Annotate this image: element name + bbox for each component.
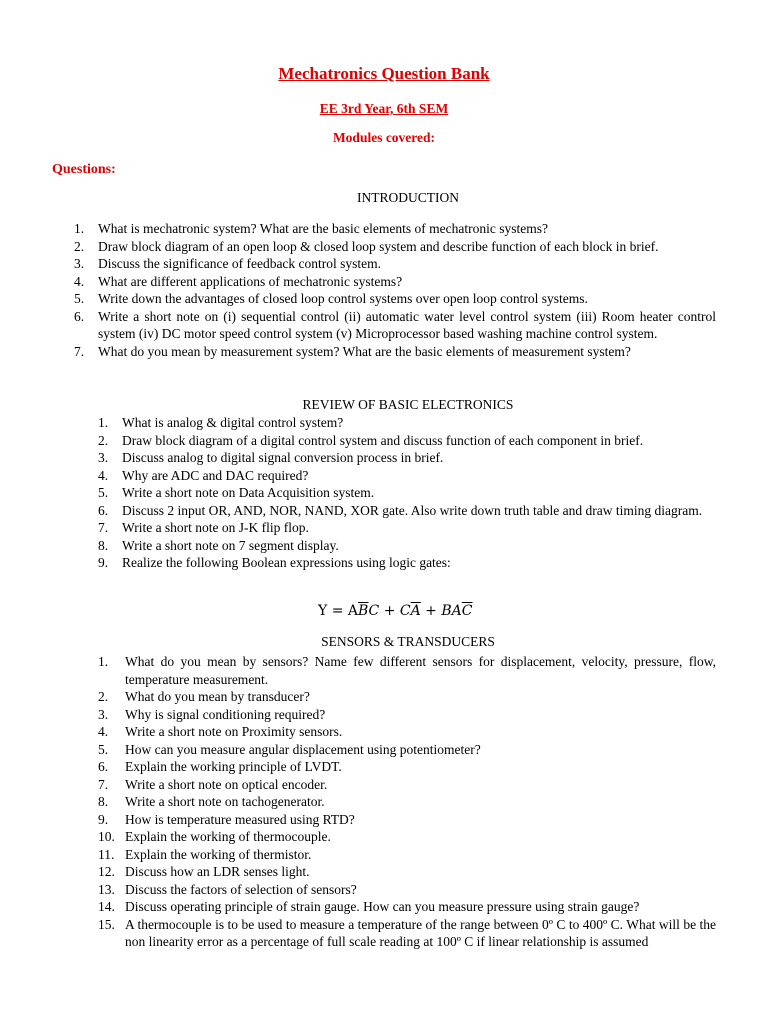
question-item bbox=[98, 776, 716, 794]
question-item bbox=[98, 723, 716, 741]
question-text: Write a short note on optical encoder. bbox=[125, 776, 328, 792]
question-text: Write a short note on 7 segment display. bbox=[122, 537, 339, 553]
question-text: Discuss how an LDR senses light. bbox=[125, 864, 310, 879]
question-item bbox=[98, 414, 716, 432]
question-number: 6. bbox=[98, 502, 109, 518]
question-number: 4. bbox=[98, 724, 109, 739]
question-item bbox=[98, 828, 716, 846]
question-number: 10. bbox=[98, 829, 115, 844]
question-number: 8. bbox=[98, 794, 109, 809]
question-item bbox=[98, 537, 716, 555]
question-item bbox=[98, 741, 716, 759]
questions-label: Questions: bbox=[52, 162, 116, 177]
question-item bbox=[74, 220, 716, 238]
question-text: Discuss operating principle of strain gauge. How can you measure pressure using strain gauge? bbox=[125, 899, 640, 914]
question-number: 6. bbox=[74, 308, 85, 324]
question-item bbox=[74, 255, 716, 273]
question-number: 13. bbox=[98, 881, 115, 897]
question-item bbox=[98, 554, 716, 572]
question-number: 2. bbox=[74, 238, 85, 254]
question-number: 9. bbox=[98, 811, 109, 827]
question-text: How can you measure angular displacement using potentiometer? bbox=[125, 741, 481, 757]
question-number: 3. bbox=[98, 706, 109, 722]
question-text: Realize the following Boolean expressions using logic gates: bbox=[122, 555, 451, 570]
formula-part: $\overline{C}$ bbox=[461, 603, 473, 619]
question-item bbox=[98, 898, 716, 916]
question-number: 9. bbox=[98, 555, 109, 570]
question-number: 3. bbox=[74, 256, 85, 271]
question-text: Discuss the factors of selection of sensors? bbox=[125, 881, 357, 897]
question-item bbox=[98, 916, 716, 951]
question-number: 8. bbox=[98, 537, 109, 553]
question-text: What do you mean by transducer? bbox=[125, 689, 310, 704]
question-text: What is mechatronic system? What are the basic elements of mechatronic systems? bbox=[98, 221, 548, 236]
question-item bbox=[98, 811, 716, 829]
question-text: Why are ADC and DAC required? bbox=[122, 467, 309, 483]
question-text: Write a short note on Data Acquisition system. bbox=[122, 485, 375, 500]
question-number: 5. bbox=[74, 291, 85, 306]
question-number: 2. bbox=[98, 689, 109, 704]
formula-part: C + C bbox=[368, 603, 411, 619]
formula-part: + BA bbox=[420, 603, 462, 619]
question-item bbox=[98, 846, 716, 864]
question-number: 4. bbox=[74, 273, 85, 289]
section-heading-introduction: INTRODUCTION bbox=[357, 190, 459, 205]
question-number: 7. bbox=[98, 520, 109, 535]
question-text: What are different applications of mechatronic systems? bbox=[98, 273, 403, 289]
question-text: Draw block diagram of an open loop & closed loop system and describe function of each block in brief. bbox=[98, 238, 659, 254]
question-text: Explain the working of thermocouple. bbox=[125, 829, 331, 844]
question-number: 11. bbox=[98, 846, 115, 862]
question-text: What is analog & digital control system? bbox=[122, 415, 344, 430]
question-text: Why is signal conditioning required? bbox=[125, 706, 326, 722]
question-item bbox=[98, 793, 716, 811]
question-text: Explain the working of thermistor. bbox=[125, 846, 312, 862]
question-number: 3. bbox=[98, 450, 109, 465]
question-item bbox=[74, 343, 716, 361]
question-number: 1. bbox=[98, 415, 109, 430]
question-text: Discuss the significance of feedback control system. bbox=[98, 256, 382, 271]
question-text: Discuss 2 input OR, AND, NOR, NAND, XOR gate. Also write down truth table and draw timing diagram. bbox=[122, 502, 703, 518]
question-text: What do you mean by measurement system? What are the basic elements of measurement system? bbox=[98, 343, 631, 359]
question-number: 1. bbox=[74, 221, 85, 236]
question-number: 15. bbox=[98, 916, 115, 932]
question-text: Write a short note on J-K flip flop. bbox=[122, 520, 309, 535]
question-item bbox=[98, 484, 716, 502]
question-item bbox=[98, 881, 716, 899]
question-item bbox=[98, 758, 716, 776]
question-item bbox=[98, 519, 716, 537]
question-text: A thermocouple is to be used to measure a temperature of the range between 0º C to 400º C. What will be the non linearity error as a percentage of full scale reading at 100º C if linear relationship is assumed bbox=[125, 916, 716, 949]
doc-subtitle: EE 3rd Year, 6th SEM bbox=[319, 101, 449, 116]
formula-part: Y = A bbox=[318, 603, 358, 619]
question-item bbox=[98, 863, 716, 881]
question-item bbox=[98, 502, 716, 520]
question-item bbox=[98, 467, 716, 485]
question-number: 1. bbox=[98, 654, 109, 669]
question-number: 4. bbox=[98, 467, 109, 483]
question-text: Write a short note on tachogenerator. bbox=[125, 794, 325, 809]
question-item bbox=[74, 238, 716, 256]
question-number: 6. bbox=[98, 759, 109, 774]
section-heading-electronics: REVIEW OF BASIC ELECTRONICS bbox=[302, 397, 514, 412]
doc-title: Mechatronics Question Bank bbox=[278, 64, 490, 83]
question-item bbox=[74, 273, 716, 291]
question-number: 14. bbox=[98, 899, 115, 914]
question-number: 12. bbox=[98, 864, 115, 879]
question-number: 7. bbox=[74, 343, 85, 359]
question-item bbox=[74, 290, 716, 308]
question-item bbox=[98, 653, 716, 688]
question-text: Draw block diagram of a digital control system and discuss function of each component in brief. bbox=[122, 432, 644, 448]
electronics-question-list bbox=[98, 414, 716, 572]
question-item bbox=[98, 688, 716, 706]
question-text: Write a short note on Proximity sensors. bbox=[125, 724, 343, 739]
question-number: 2. bbox=[98, 432, 109, 448]
boolean-formula bbox=[318, 603, 472, 619]
section-heading-sensors: SENSORS & TRANSDUCERS bbox=[321, 634, 495, 649]
question-text: Write down the advantages of closed loop control systems over open loop control systems. bbox=[98, 291, 588, 306]
sensors-question-list bbox=[98, 653, 716, 951]
formula-part: $\overline{A}$ bbox=[410, 603, 421, 619]
question-number: 7. bbox=[98, 776, 109, 792]
question-item bbox=[98, 706, 716, 724]
question-item bbox=[74, 308, 716, 343]
question-number: 5. bbox=[98, 741, 109, 757]
question-number: 5. bbox=[98, 485, 109, 500]
modules-covered-label: Modules covered: bbox=[332, 130, 436, 145]
question-item bbox=[98, 449, 716, 467]
formula-part: $\overline{B}$ bbox=[357, 603, 369, 619]
question-text: Explain the working principle of LVDT. bbox=[125, 759, 342, 774]
question-text: What do you mean by sensors? Name few different sensors for displacement, velocity, pressure, flow, temperature measurement. bbox=[125, 654, 716, 687]
question-text: Discuss analog to digital signal conversion process in brief. bbox=[122, 450, 444, 465]
question-text: How is temperature measured using RTD? bbox=[125, 811, 355, 827]
question-text: Write a short note on (i) sequential control (ii) automatic water level control system (iii) Room heater control system (iv) DC motor speed control system (v) Microprocessor based washing machine control system. bbox=[98, 308, 716, 341]
introduction-question-list bbox=[74, 220, 716, 360]
question-item bbox=[98, 432, 716, 450]
